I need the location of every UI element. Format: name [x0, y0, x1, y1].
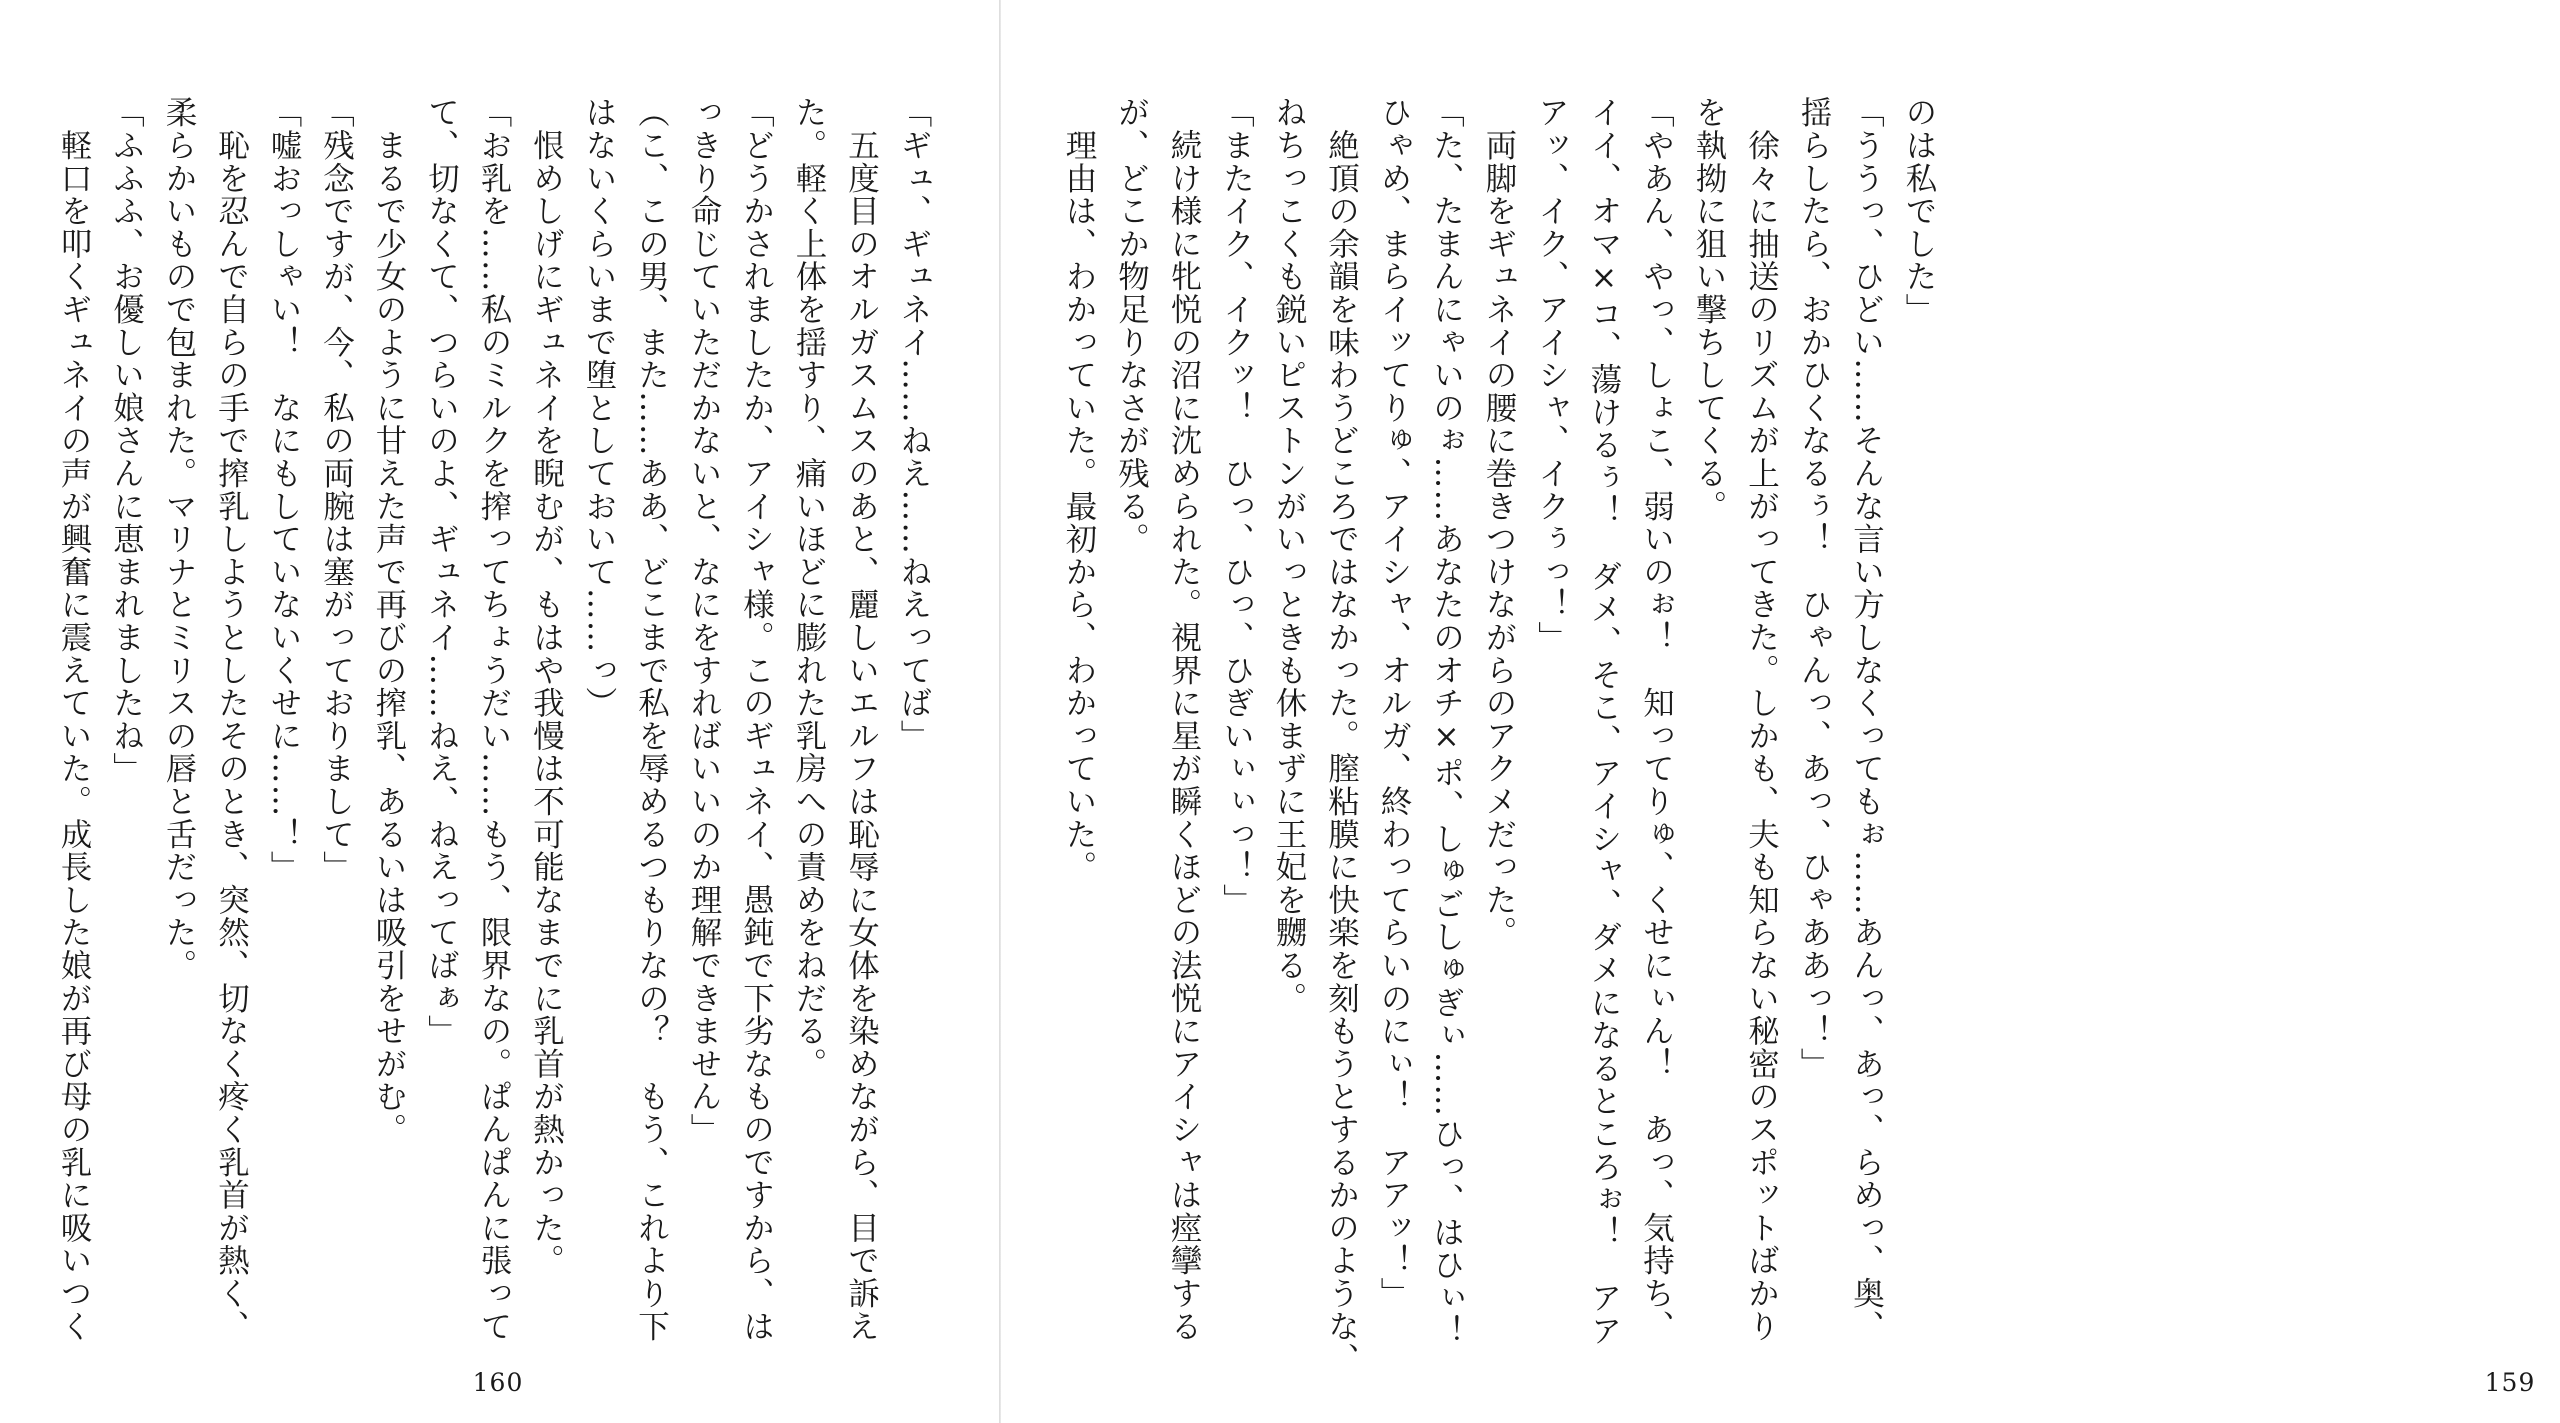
text-line: アッ、イク、アイシャ、イクぅっ！」: [1533, 96, 1570, 654]
text-line: 「た、たまんにゃいのぉ……あなたのオチ×ポ、しゅごしゅぎぃ……ひっ、はひぃ！: [1428, 96, 1465, 1347]
text-line: 「お乳を……私のミルクを搾ってちょうだい……もう、限界なの。ぱんぱんに張って: [476, 96, 512, 1343]
text-line: 「ギュ、ギュネイ……ねえ……ねえってば」: [896, 96, 932, 752]
text-line: ひゃめ、まらイッてりゅ、アイシャ、オルガ、終わってらいのにぃ！ アアッ！」: [1376, 96, 1412, 1310]
text-line: 「嘘おっしゃい！ なにもしていないくせに……！」: [266, 96, 302, 884]
left-page: [0, 0, 1000, 1423]
text-line: 「ふふふ、お優しい娘さんに恵まれましたね」: [108, 96, 145, 785]
right-page: [1000, 0, 2536, 1423]
text-line: まるで少女のように甘えた声で再びの搾乳、あるいは吸引をせがむ。: [371, 96, 407, 1146]
text-line: 徐々に抽送のリズムが上がってきた。しかも、夫も知らない秘密のスポットばかり: [1743, 96, 1780, 1343]
text-line: 恨めしげにギュネイを睨むが、もはや我慢は不可能なまでに乳首が熱かった。: [528, 96, 565, 1277]
text-line: て、切なくて、つらいのよ、ギュネイ……ねえ、ねえってばぁ」: [423, 96, 460, 1048]
text-line: ねちっこくも鋭いピストンがいっときも休まずに王妃を嬲る。: [1271, 96, 1307, 1015]
text-line: 絶頂の余韻を味わうどころではなかった。膣粘膜に快楽を刻もうとするかのような、: [1323, 96, 1360, 1376]
text-line: を執拗に狙い撃ちしてくる。: [1691, 96, 1727, 523]
text-line: 五度目のオルガスムスのあと、麗しいエルフは恥辱に女体を染めながら、目で訴え: [843, 96, 880, 1343]
page-number-left: 160: [472, 1368, 524, 1397]
text-line: 「どうかされましたか、アイシャ様。このギュネイ、愚鈍で下劣なものですから、は: [738, 96, 775, 1343]
text-line: 揺らしたら、おかひくなるぅ！ ひゃんっ、あっ、ひゃああっ！」: [1796, 96, 1832, 1080]
page-number-right: 159: [2484, 1368, 2536, 1397]
text-line: が、どこか物足りなさが残る。: [1113, 96, 1150, 556]
text-line: た。軽く上体を揺すり、痛いほどに膨れた乳房への責めをねだる。: [791, 96, 827, 1080]
text-line: っきり命じていただかないと、なにをすればいいのか理解できません」: [686, 96, 722, 1146]
text-line: 両脚をギュネイの腰に巻きつけながらのアクメだった。: [1481, 96, 1517, 949]
right-page-text: [1053, 96, 1946, 1376]
text-line: 「残念ですが、今、私の両腕は塞がっておりまして」: [318, 96, 355, 884]
text-line: 「ううっ、ひどい……そんな言い方しなくってもぉ……あんっ、あっ、らめっ、奥、: [1848, 96, 1885, 1343]
text-line: 柔らかいもので包まれた。マリナとミリスの唇と舌だった。: [161, 96, 197, 982]
left-page-text: [48, 96, 941, 1346]
text-line: のは私でした」: [1901, 96, 1937, 326]
text-line: 恥を忍んで自らの手で搾乳しようとしたそのとき、突然、切なく疼く乳首が熱く、: [213, 96, 250, 1343]
text-line: 続け様に牝悦の沼に沈められた。視界に星が瞬くほどの法悦にアイシャは痙攣する: [1166, 96, 1202, 1343]
text-line: イイ、オマ×コ、蕩けるぅ！ ダメ、そこ、アイシャ、ダメになるところぉ！ アア: [1586, 96, 1622, 1347]
text-line: はないくらいまで堕としておいて……っ）: [581, 96, 617, 720]
text-line: （こ、この男、また……ああ、どこまで私を辱めるつもりなの？ もう、これより下: [633, 96, 670, 1343]
text-line: 軽口を叩くギュネイの声が興奮に震えていた。成長した娘が再び母の乳に吸いつく: [56, 96, 92, 1343]
text-line: 「やあん、やっ、しょこ、弱いのぉ！ 知ってりゅ、くせにぃん！ あっ、気持ち、: [1638, 96, 1675, 1343]
text-line: 理由は、わかっていた。最初から、わかっていた。: [1061, 96, 1097, 884]
text-line: 「またイク、イクッ！ ひっ、ひっ、ひぎいぃぃっ！」: [1218, 96, 1255, 916]
